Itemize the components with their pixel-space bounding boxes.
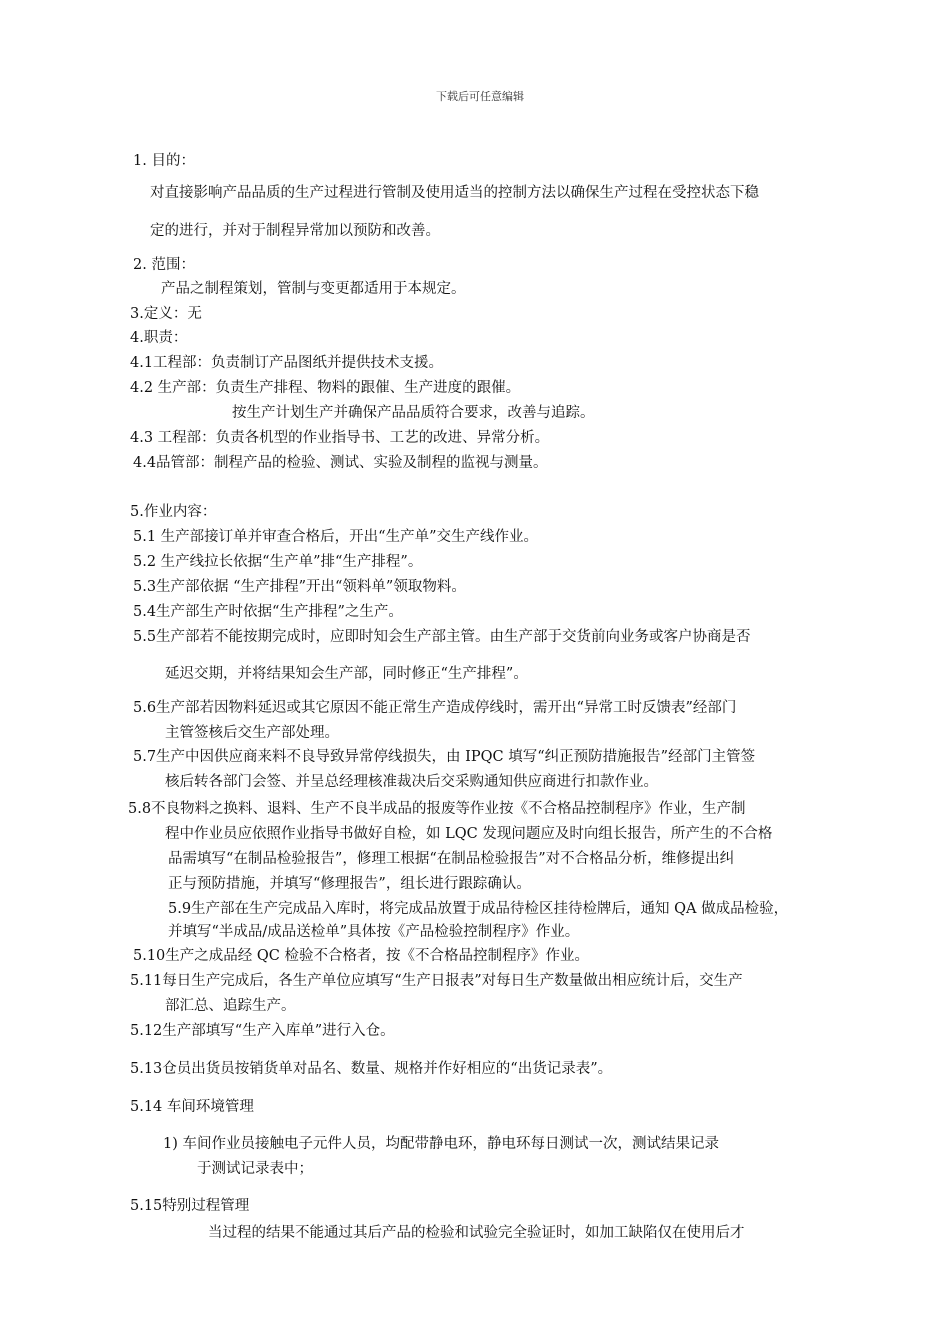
duty-4-2: 4.2 生产部：负责生产排程、物料的跟催、生产进度的跟催。 — [130, 380, 521, 396]
item-5-4: 5.4生产部生产时依据“生产排程”之生产。 — [133, 604, 403, 620]
item-5-2: 5.2 生产线拉长依据“生产单”排“生产排程”。 — [133, 554, 423, 570]
item-5-8-line-1: 5.8不良物料之换料、退料、生产不良半成品的报废等作业按《不合格品控制程序》作业，生产制 — [128, 801, 746, 817]
section-2-heading: 2. 范围： — [133, 257, 195, 273]
item-5-3: 5.3生产部依据 “生产排程”开出“领料单”领取物料。 — [133, 579, 466, 595]
duty-4-3: 4.3 工程部：负责各机型的作业指导书、工艺的改进、异常分析。 — [130, 430, 550, 446]
item-5-14-heading: 5.14 车间环境管理 — [130, 1099, 254, 1115]
item-5-5-line-2: 延迟交期，并将结果知会生产部，同时修正“生产排程”。 — [165, 666, 528, 682]
item-5-5-line-1: 5.5生产部若不能按期完成时，应即时知会生产部主管。由生产部于交货前向业务或客户协商是否 — [133, 629, 751, 645]
item-5-14-point-1: 1) 车间作业员接触电子元件人员，均配带静电环，静电环每日测试一次，测试结果记录 — [163, 1136, 719, 1152]
item-5-8-line-3: 品需填写“在制品检验报告”，修理工根据“在制品检验报告”对不合格品分析，维修提出纠 — [168, 851, 735, 867]
item-5-9-line-2: 并填写“半成品/成品送检单”具体按《产品检验控制程序》作业。 — [168, 924, 580, 940]
item-5-12: 5.12生产部填写“生产入库单”进行入仓。 — [130, 1023, 395, 1039]
item-5-9-line-1: 5.9生产部在生产完成品入库时，将完成品放置于成品待检区挂待检牌后，通知 QA 做成品检验， — [168, 901, 789, 917]
item-5-11-line-1: 5.11每日生产完成后，各生产单位应填写“生产日报表”对每日生产数量做出相应统计后，交生产 — [130, 973, 743, 989]
purpose-text-line-1: 对直接影响产品品质的生产过程进行管制及使用适当的控制方法以确保生产过程在受控状态下稳 — [150, 185, 759, 201]
section-4-heading: 4.职责： — [130, 330, 188, 346]
item-5-14-point-1-continued: 于测试记录表中； — [197, 1161, 313, 1177]
duty-4-2-continued: 按生产计划生产并确保产品品质符合要求，改善与追踪。 — [232, 405, 595, 421]
item-5-15-text: 当过程的结果不能通过其后产品的检验和试验完全验证时，如加工缺陷仅在使用后才 — [208, 1225, 745, 1241]
section-3-definition: 3.定义：无 — [130, 306, 202, 322]
item-5-8-line-4: 正与预防措施，并填写“修理报告”，组长进行跟踪确认。 — [168, 876, 531, 892]
page-header: 下载后可任意编辑 — [436, 90, 524, 103]
item-5-13: 5.13仓员出货员按销货单对品名、数量、规格并作好相应的“出货记录表”。 — [130, 1061, 613, 1077]
item-5-15-heading: 5.15特别过程管理 — [130, 1198, 250, 1214]
duty-4-4: 4.4品管部：制程产品的检验、测试、实验及制程的监视与测量。 — [133, 455, 548, 471]
item-5-7-line-2: 核后转各部门会签、并呈总经理核准裁决后交采购通知供应商进行扣款作业。 — [165, 774, 658, 790]
section-1-heading: 1. 目的： — [133, 153, 195, 169]
item-5-7-line-1: 5.7生产中因供应商来料不良导致异常停线损失，由 IPQC 填写“纠正预防措施报告”经部门主管签 — [133, 749, 756, 765]
item-5-6-line-2: 主管签核后交生产部处理。 — [165, 725, 339, 741]
item-5-8-line-2: 程中作业员应依照作业指导书做好自检，如 LQC 发现问题应及时向组长报告，所产生的不合格 — [165, 826, 773, 842]
purpose-text-line-2: 定的进行，并对于制程异常加以预防和改善。 — [150, 223, 440, 239]
item-5-11-line-2: 部汇总、追踪生产。 — [165, 998, 296, 1014]
section-5-heading: 5.作业内容： — [130, 504, 217, 520]
item-5-1: 5.1 生产部接订单并审查合格后，开出“生产单”交生产线作业。 — [133, 529, 538, 545]
scope-text: 产品之制程策划，管制与变更都适用于本规定。 — [161, 281, 466, 297]
item-5-6-line-1: 5.6生产部若因物料延迟或其它原因不能正常生产造成停线时，需开出“异常工时反馈表”经部门 — [133, 700, 737, 716]
duty-4-1: 4.1工程部：负责制订产品图纸并提供技术支援。 — [130, 355, 444, 371]
item-5-10: 5.10生产之成品经 QC 检验不合格者，按《不合格品控制程序》作业。 — [133, 948, 589, 964]
